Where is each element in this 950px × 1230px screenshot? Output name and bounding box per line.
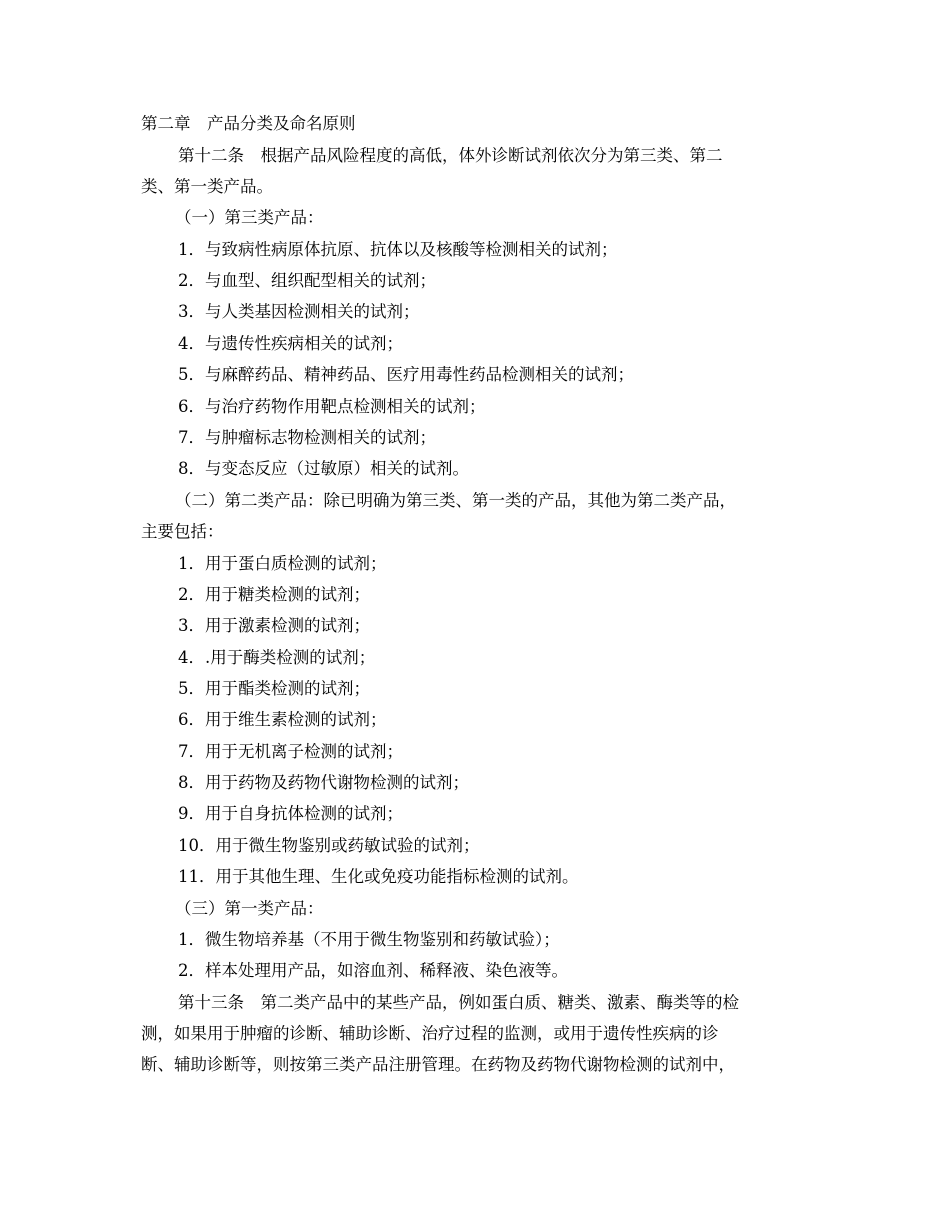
- article-13-line-3: 断、辅助诊断等，则按第三类产品注册管理。在药物及药物代谢物检测的试剂中，: [141, 1055, 735, 1074]
- class2-heading-line-2: 主要包括：: [141, 522, 224, 541]
- class1-item: 2．样本处理用产品，如溶血剂、稀释液、染色液等。: [178, 961, 568, 980]
- article-12-line-1: 第十二条 根据产品风险程度的高低，体外诊断试剂依次分为第三类、第二: [178, 146, 723, 165]
- class3-item: 8．与变态反应（过敏原）相关的试剂。: [178, 459, 469, 478]
- class3-item: 1．与致病性病原体抗原、抗体以及核酸等检测相关的试剂；: [178, 240, 618, 259]
- class2-item: 7．用于无机离子检测的试剂；: [178, 742, 403, 761]
- class3-item: 2．与血型、组织配型相关的试剂；: [178, 271, 436, 290]
- class2-item: 4．.用于酶类检测的试剂；: [178, 648, 376, 667]
- class3-item: 7．与肿瘤标志物检测相关的试剂；: [178, 428, 436, 447]
- article-12-line-2: 类、第一类产品。: [141, 177, 273, 196]
- chapter-heading: 第二章 产品分类及命名原则: [141, 114, 356, 133]
- class2-item: 6．用于维生素检测的试剂；: [178, 710, 387, 729]
- class2-item: 8．用于药物及药物代谢物检测的试剂；: [178, 773, 469, 792]
- class2-item: 5．用于酯类检测的试剂；: [178, 679, 370, 698]
- class3-item: 3．与人类基因检测相关的试剂；: [178, 302, 420, 321]
- class2-item: 10．用于微生物鉴别或药敏试验的试剂；: [178, 836, 480, 855]
- class1-item: 1．微生物培养基（不用于微生物鉴别和药敏试验）；: [178, 930, 560, 949]
- class2-item: 1．用于蛋白质检测的试剂；: [178, 554, 387, 573]
- class2-item: 3．用于激素检测的试剂；: [178, 616, 370, 635]
- class3-item: 4．与遗传性疾病相关的试剂；: [178, 334, 403, 353]
- class1-heading: （三）第一类产品：: [175, 899, 324, 918]
- class2-item: 9．用于自身抗体检测的试剂；: [178, 804, 403, 823]
- class3-heading: （一）第三类产品：: [175, 208, 324, 227]
- class2-heading-line-1: （二）第二类产品：除已明确为第三类、第一类的产品，其他为第二类产品，: [175, 491, 736, 510]
- class3-item: 5．与麻醉药品、精神药品、医疗用毒性药品检测相关的试剂；: [178, 365, 634, 384]
- class2-item: 11．用于其他生理、生化或免疫功能指标检测的试剂。: [178, 867, 579, 886]
- article-13-line-2: 测，如果用于肿瘤的诊断、辅助诊断、治疗过程的监测，或用于遗传性疾病的诊: [141, 1024, 719, 1043]
- class2-item: 2．用于糖类检测的试剂；: [178, 585, 370, 604]
- article-13-line-1: 第十三条 第二类产品中的某些产品，例如蛋白质、糖类、激素、酶类等的检: [178, 993, 739, 1012]
- class3-item: 6．与治疗药物作用靶点检测相关的试剂；: [178, 397, 486, 416]
